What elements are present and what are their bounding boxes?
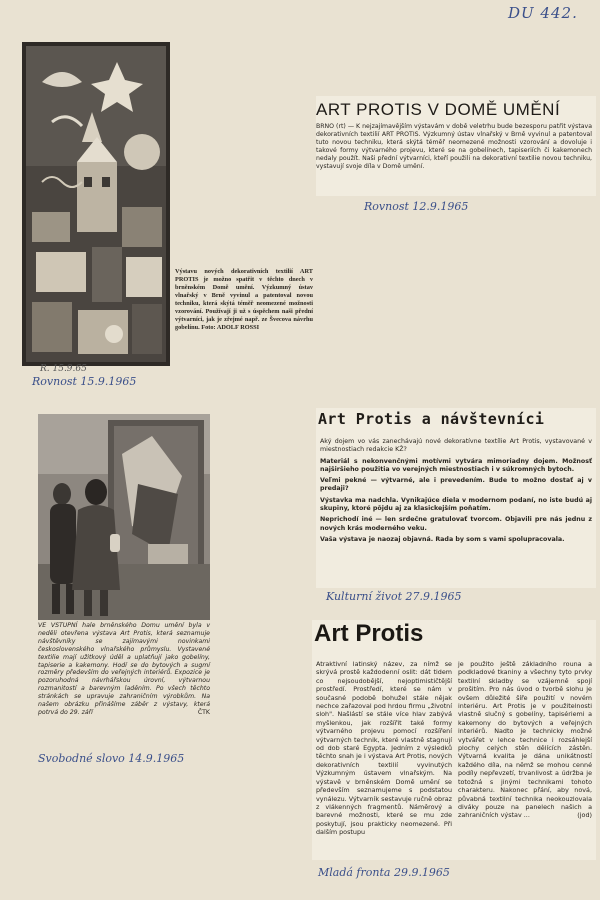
- visitor-answer: Neprichodí iné — len srdečne gratulovať tvorcom. Objavili pre nás jednu z nových krás moderného veku.: [320, 516, 592, 532]
- source-note-svobodne-slovo: Svobodné slovo 14.9.1965: [38, 752, 185, 765]
- source-note-kulturni-zivot: Kulturní život 27.9.1965: [326, 590, 462, 603]
- archive-mark: DU 442.: [508, 4, 578, 22]
- clipping-mlada-fronta: [312, 620, 596, 860]
- clipping-kulturni-zivot: [316, 408, 596, 588]
- visitor-answer: Výstavka ma nadchla. Vynikajúce diela v modernom podaní, no iste budú aj skupiny, ktoré pôjdu aj za klasickejším poňatím.: [320, 496, 592, 513]
- source-note-mlada-fronta: Mladá fronta 29.9.1965: [318, 866, 450, 879]
- tapestry-photo: [22, 42, 170, 366]
- headline: Art Protis a návštevníci: [318, 410, 545, 428]
- article-body: BRNO (rt) — K nejzajímavějším výstavám v době veletrhu bude bezesporu patřit výstava dekorativních textilií ART PROTIS. Výzkumný ústav vlnařský v Brně vyvinul a patentoval tuto novou techniku, která skýtá téměř neomezené možnosti vzorování a dovoluje i takové formy výtvarného projevu, které se na gobelínech, tapiseriích či kakemonech nedaly použít. Naši přední výtvarníci, kteří použili na dekorativní textilie novou techniku, vystavují svoje díla v Domě umění.: [316, 123, 592, 171]
- photo-caption: VE VSTUPNÍ hale brněnského Domu umění byla v neděli otevřena výstava Art Protis, která seznamuje návštěvníky se zajímavými novinkami československého vlnařského průmyslu. Vystavené textilie mají užitkový úděl a uplatňují jako gobelíny, tapiserie a kakemony. Hodí se do bytových a sugmí rozměry především do veřejných interiérů. Expozice je pozoruhodná návrhářskou úrovní, výtvarnou rozmanitostí a barevným laděním. Po všech těchto stránkách se upravuje zahraničním výrobkům. Na našem obrázku přinášíme záběr z výstavy, která potrvá do 29. září: [38, 622, 210, 716]
- article-column-2: je použito ještě základního rouna a podkladové tkaniny a všechny tyto prvky textilní skladby se vzájemně spojí prošitím. Pro nás úvod o tvorbě slohu je ovšem důležité šíře použití v novém interiéru. Art Protis je v použitelnosti vlastně slučný s gobelíny, tapisériemi a kakemony do bytových a veřejných interiérů. Nadto je technicky možné vytvářet v lehce technice i rozsáhlejší plochy celých stěn dělících zástěn. Výtvarná kvalita je dána unikátností každého díla, na němž se mohou cenné podíly nepřevzetí, trvanlivost a údržba je totožná s jinými technikami tohoto charakteru. Nakonec přání, aby nová, půvabná textilní technika neokouzlovala diváky pouze na panelech našich a zahraničních výstav ...: [458, 660, 592, 820]
- article-column-1: Atraktivní latinský název, za nímž se skrývá prostě každodenní oslit: dát tidem co nejsoudobější, nejoptimističtější prostředí. Prostředí, které se nám v současné podobě bohužel stále nějak nechce zařazoval pod hrdou firmu „životní sloh". Našlástí se stále více hlav zabývá myšlenkou, jak rozšířit také formy výtvarného projevu pomocí rozšíření výtvarných technik, které vlastně stagnují od dob staré Egypta. Jedním z výsledků těchto snah je i výstava Art Protis, nových dekorativních textilií vyvinutých Výzkumným ústavem vlnařským. Na výstavě v brněnském Domě umění se především seznamujeme s podstatou vynálezu. Výtvarník sestavuje ručně obraz z vlákenných fragmentů. Náměrový a barevné možnosti, které se mu zde poskytují, jsou prakticky neomezené. Při dalším postupu: [316, 660, 452, 837]
- interview-question: Aký dojem vo vás zanechávajú nové dekoratívne textílie Art Protis, vystavované v miestnostiach redakcie KŽ?: [320, 438, 592, 454]
- source-note-rovnost-15: Rovnost 15.9.1965: [32, 375, 137, 388]
- source-note-rovnost-12: Rovnost 12.9.1965: [364, 200, 469, 213]
- headline: ART PROTIS V DOMĚ UMĚNÍ: [316, 100, 561, 119]
- visitor-answer: Vaša výstava je naozaj objavná. Rada by som s vami spolupracovala.: [320, 535, 565, 543]
- visitor-answer: Materiál s nekonvenčnými motívmi vytvára mimoriadny dojem. Možnosť najširšieho použitia vo verejných miestnostiach i v súkromných bytoch.: [320, 457, 592, 473]
- clipping-rovnost-12: [316, 96, 596, 196]
- photo-caption: Výstavu nových dekorativních textilií ART PROTIS je možno spatřit v těchto dnech v brněnském Domě umění. Výzkumný ústav vlnařský v Brně vyvinul a patentoval novou techniku, která skýtá téměř neomezené možnosti vzorování. Používají ji už s úspěchem naši přední výtvarníci, jak je zřejmé např. ze Švecova návrhu gobelínu.: [175, 268, 313, 331]
- headline: Art Protis: [314, 620, 424, 647]
- author-signature: (jod): [577, 811, 592, 820]
- photo-credit: ČTK: [197, 708, 210, 716]
- photo-credit: Foto: ADOLF ROSSI: [201, 324, 260, 331]
- exhibition-photo: [38, 414, 210, 620]
- pencil-stamp: R. 15.9.65: [40, 364, 87, 374]
- visitor-answer: Veľmi pekné — výtvarné, ale i prevedením. Bude to možno dostať aj v predaji?: [320, 477, 592, 493]
